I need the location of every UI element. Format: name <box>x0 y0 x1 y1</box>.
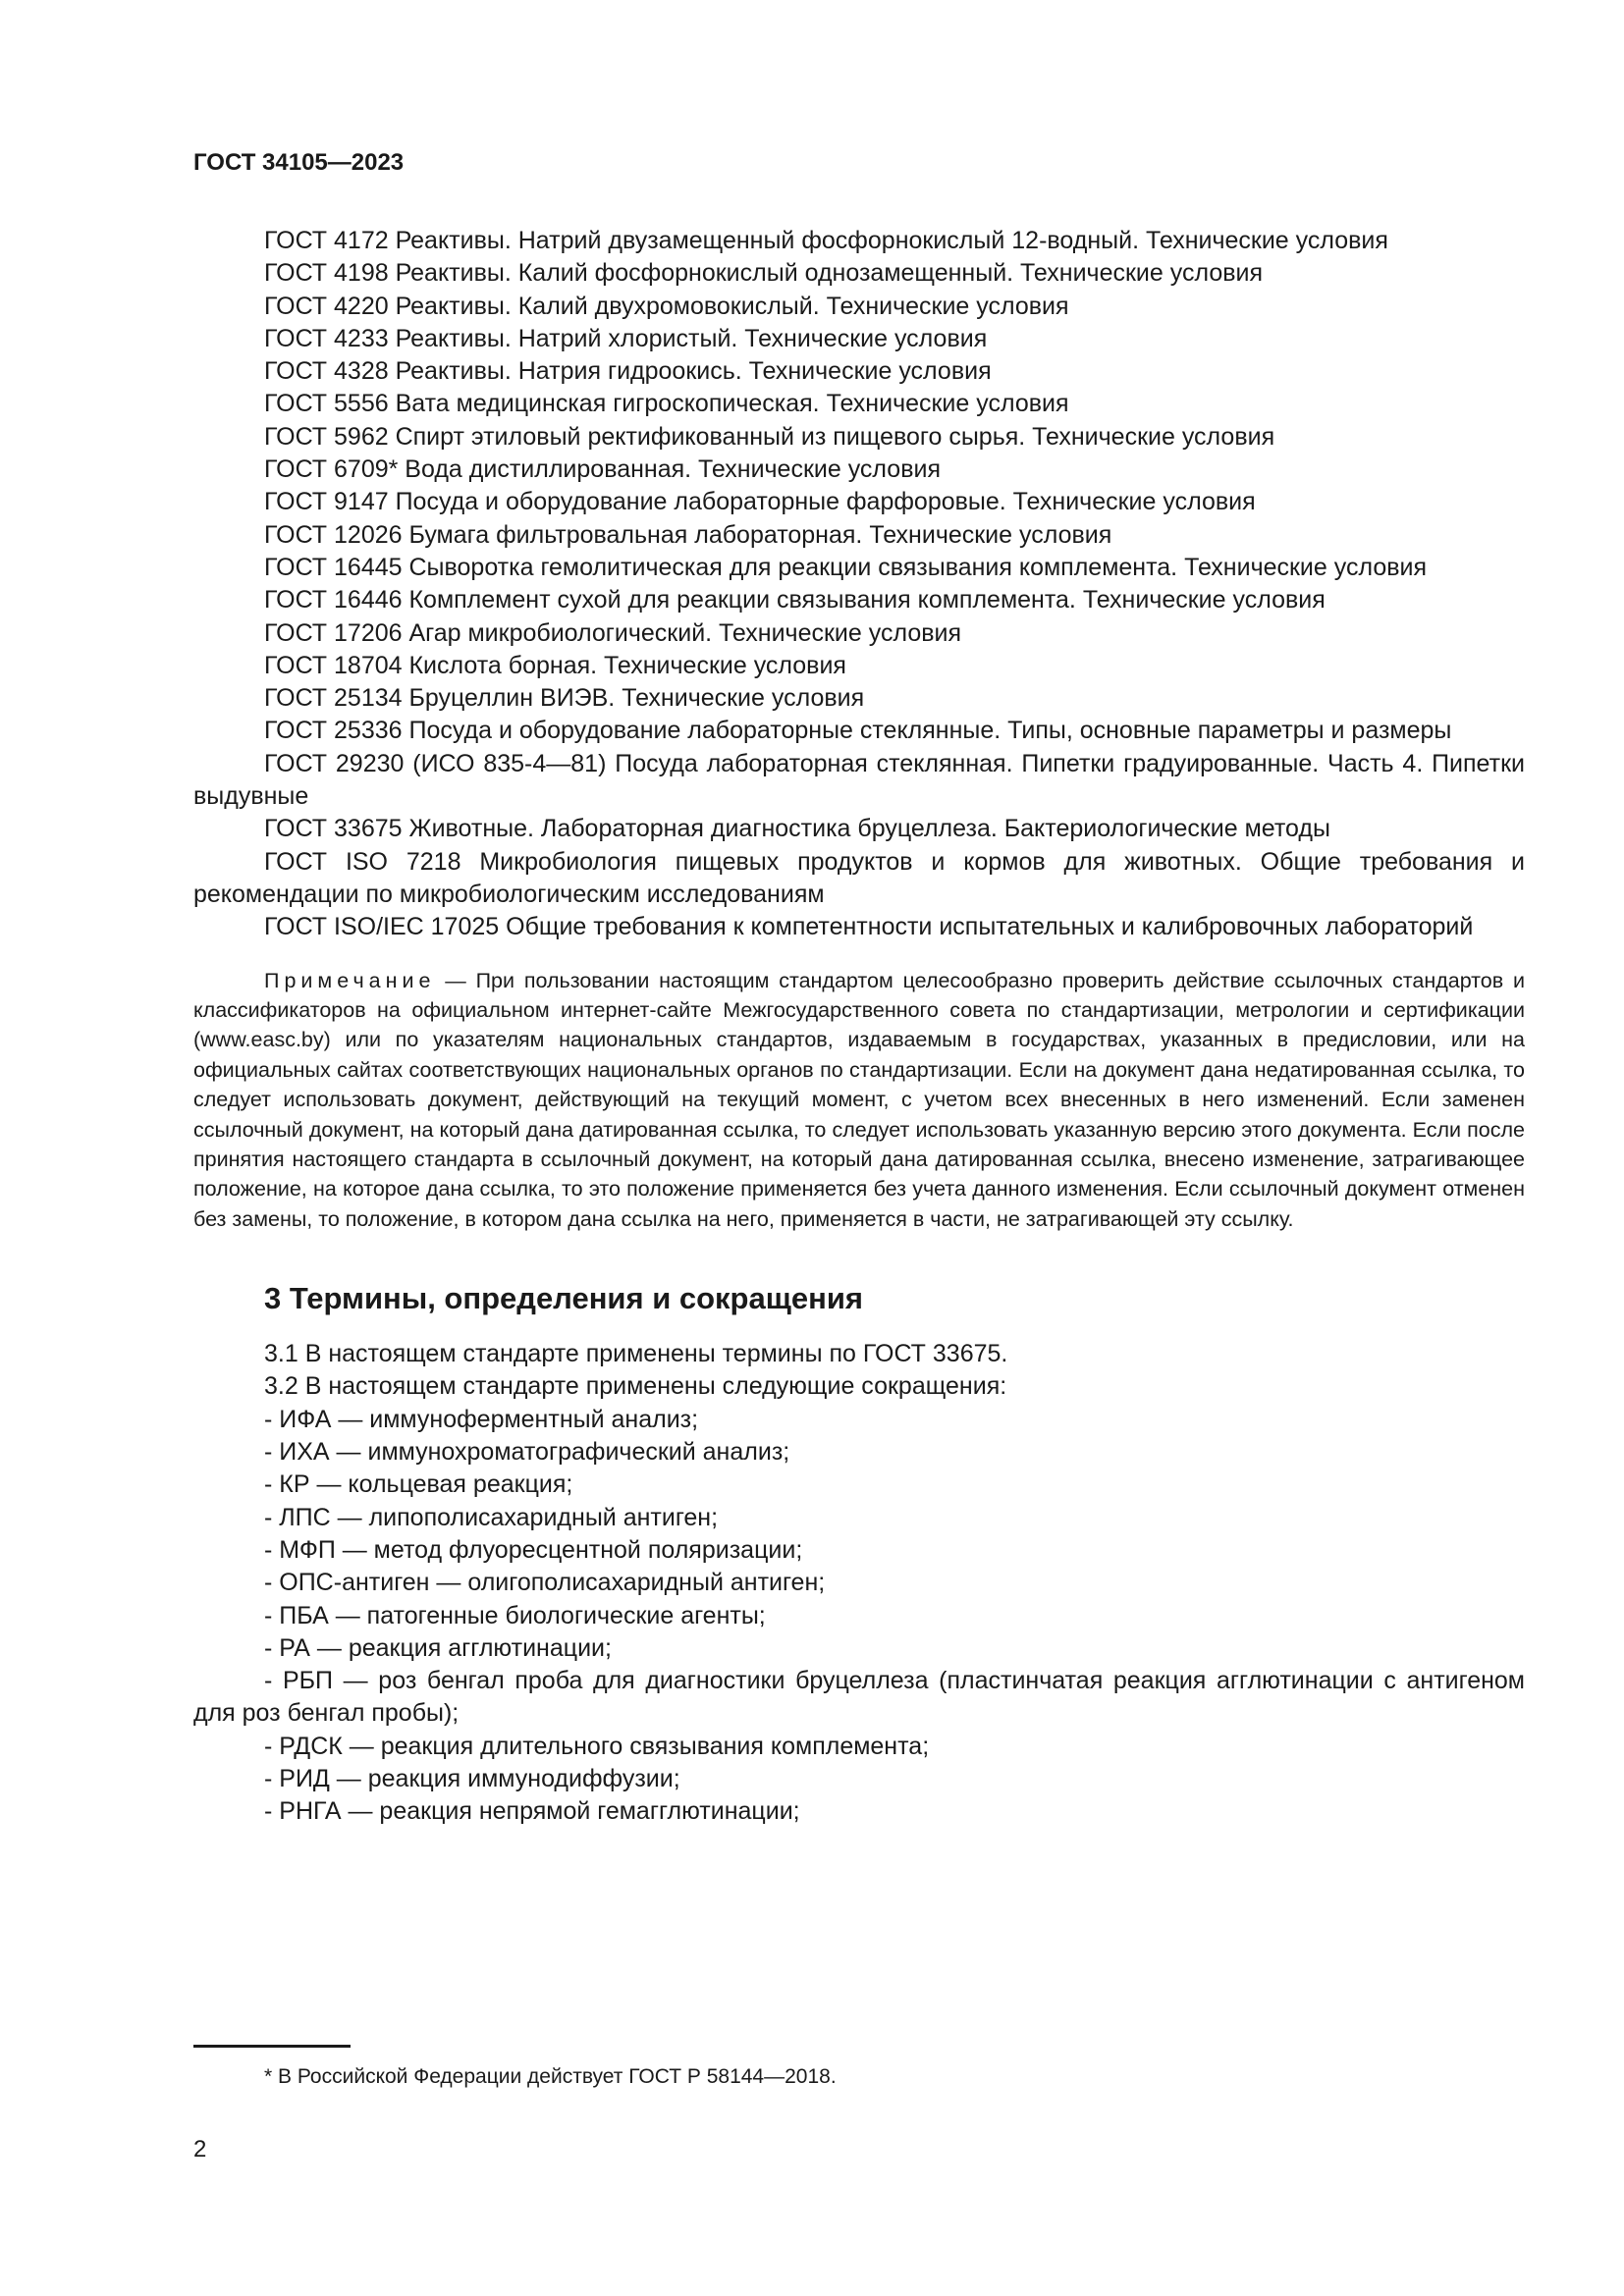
reference-item: ГОСТ 16445 Сыворотка гемолитическая для реакции связывания комплемента. Технические условия <box>264 553 1428 581</box>
reference-item: ГОСТ 16446 Комплемент сухой для реакции связывания комплемента. Технические условия <box>264 586 1326 614</box>
abbreviation-item: - ОПС-антиген — олигополисахаридный антиген; <box>264 1569 826 1597</box>
reference-item: ГОСТ 5556 Вата медицинская гигроскопическая. Технические условия <box>264 390 1069 418</box>
reference-item: ГОСТ 25336 Посуда и оборудование лабораторные стеклянные. Типы, основные параметры и размеры <box>264 717 1452 745</box>
reference-item: ГОСТ 6709* Вода дистиллированная. Технические условия <box>264 455 941 484</box>
reference-item: ГОСТ 4328 Реактивы. Натрия гидроокись. Технические условия <box>264 357 992 386</box>
reference-item: ГОСТ 12026 Бумага фильтровальная лабораторная. Технические условия <box>264 520 1112 549</box>
section-heading: 3 Термины, определения и сокращения <box>264 1281 863 1316</box>
reference-item: ГОСТ ISO/IEC 17025 Общие требования к компетентности испытательных и калибровочных лабораторий <box>264 913 1474 941</box>
abbreviation-item: - МФП — метод флуоресцентной поляризации; <box>264 1535 803 1564</box>
note-paragraph <box>193 966 1525 1235</box>
normative-references-list <box>193 225 1525 944</box>
abbreviation-item: - РДСК — реакция длительного связывания комплемента; <box>264 1732 930 1760</box>
reference-item: ГОСТ ISO 7218 Микробиология пищевых продуктов и кормов для животных. Общие требования и рекомендации по микробиологическим исследованиям <box>193 847 1525 908</box>
reference-item: ГОСТ 4220 Реактивы. Калий двухромовокислый. Технические условия <box>264 292 1069 320</box>
reference-item: ГОСТ 5962 Спирт этиловый ректификованный из пищевого сырья. Технические условия <box>264 422 1275 451</box>
note-text: — При пользовании настоящим стандартом целесообразно проверить действие ссылочных стандартов и классификаторов на официальном интернет-сайте Межгосударственного совета по стандартизации, метрологии и сертификации (www.easc.by) или по указателям национальных стандартов, издаваемым в государствах, указанных в предисловии, или на официальных сайтах соответствующих национальных органов по стандартизации. Если на документ дана недатированная ссылка, то следует использовать документ, действующий на текущий момент, с учетом всех внесенных в него изменений. Если заменен ссылочный документ, на который дана датированная ссылка, то следует использовать указанную версию этого документа. Если после принятия настоящего стандарта в ссылочный документ, на который дана датированная ссылка, внесено изменение, затрагивающее положение, на которое дана ссылка, то это положение применяется без учета данного изменения. Если ссылочный документ отменен без замены, то положение, в котором дана ссылка на него, применяется в части, не затрагивающей эту ссылку. <box>193 968 1525 1231</box>
page-number: 2 <box>193 2136 207 2163</box>
abbreviation-item: - ИХА — иммунохроматографический анализ; <box>264 1438 790 1467</box>
footnote: * В Российской Федерации действует ГОСТ Р 58144—2018. <box>264 2065 837 2088</box>
reference-item: ГОСТ 4233 Реактивы. Натрий хлористый. Технические условия <box>264 324 988 352</box>
reference-item: ГОСТ 25134 Бруцеллин ВИЭВ. Технические условия <box>264 684 865 713</box>
note-label: Примечание <box>264 968 436 992</box>
abbreviation-item: - РНГА — реакция непрямой гемагглютинации; <box>264 1797 800 1826</box>
abbreviation-item: - ЛПС — липополисахаридный антиген; <box>264 1503 719 1531</box>
abbreviation-item: - РА — реакция агглютинации; <box>264 1633 612 1662</box>
section-paragraph: 3.1 В настоящем стандарте применены термины по ГОСТ 33675. <box>264 1340 1008 1368</box>
footnote-divider <box>193 2045 351 2048</box>
reference-item: ГОСТ 17206 Агар микробиологический. Технические условия <box>264 618 962 647</box>
reference-item: ГОСТ 18704 Кислота борная. Технические условия <box>264 651 846 679</box>
abbreviation-item: - ПБА — патогенные биологические агенты; <box>264 1601 766 1629</box>
reference-item: ГОСТ 4172 Реактивы. Натрий двузамещенный фосфорнокислый 12-водный. Технические условия <box>264 227 1388 254</box>
section-paragraph: 3.2 В настоящем стандарте применены следующие сокращения: <box>264 1372 1007 1401</box>
abbreviation-item: - КР — кольцевая реакция; <box>264 1470 573 1499</box>
abbreviation-item: - РИД — реакция иммунодиффузии; <box>264 1765 680 1793</box>
abbreviation-item: - ИФА — иммуноферментный анализ; <box>264 1405 699 1433</box>
document-header: ГОСТ 34105—2023 <box>193 149 405 176</box>
reference-item: ГОСТ 9147 Посуда и оборудование лабораторные фарфоровые. Технические условия <box>264 488 1256 516</box>
reference-item: ГОСТ 4198 Реактивы. Калий фосфорнокислый однозамещенный. Технические условия <box>264 259 1264 288</box>
page-content <box>193 225 1525 1829</box>
abbreviation-item: - РБП — роз бенгал проба для диагностики бруцеллеза (пластинчатая реакция агглютинации с антигеном для роз бенгал пробы); <box>193 1667 1525 1728</box>
reference-item: ГОСТ 29230 (ИСО 835-4—81) Посуда лабораторная стеклянная. Пипетки градуированные. Часть 4. Пипетки выдувные <box>193 749 1525 811</box>
reference-item: ГОСТ 33675 Животные. Лабораторная диагностика бруцеллеза. Бактериологические методы <box>264 815 1330 843</box>
abbreviation-list <box>193 1404 1525 1829</box>
